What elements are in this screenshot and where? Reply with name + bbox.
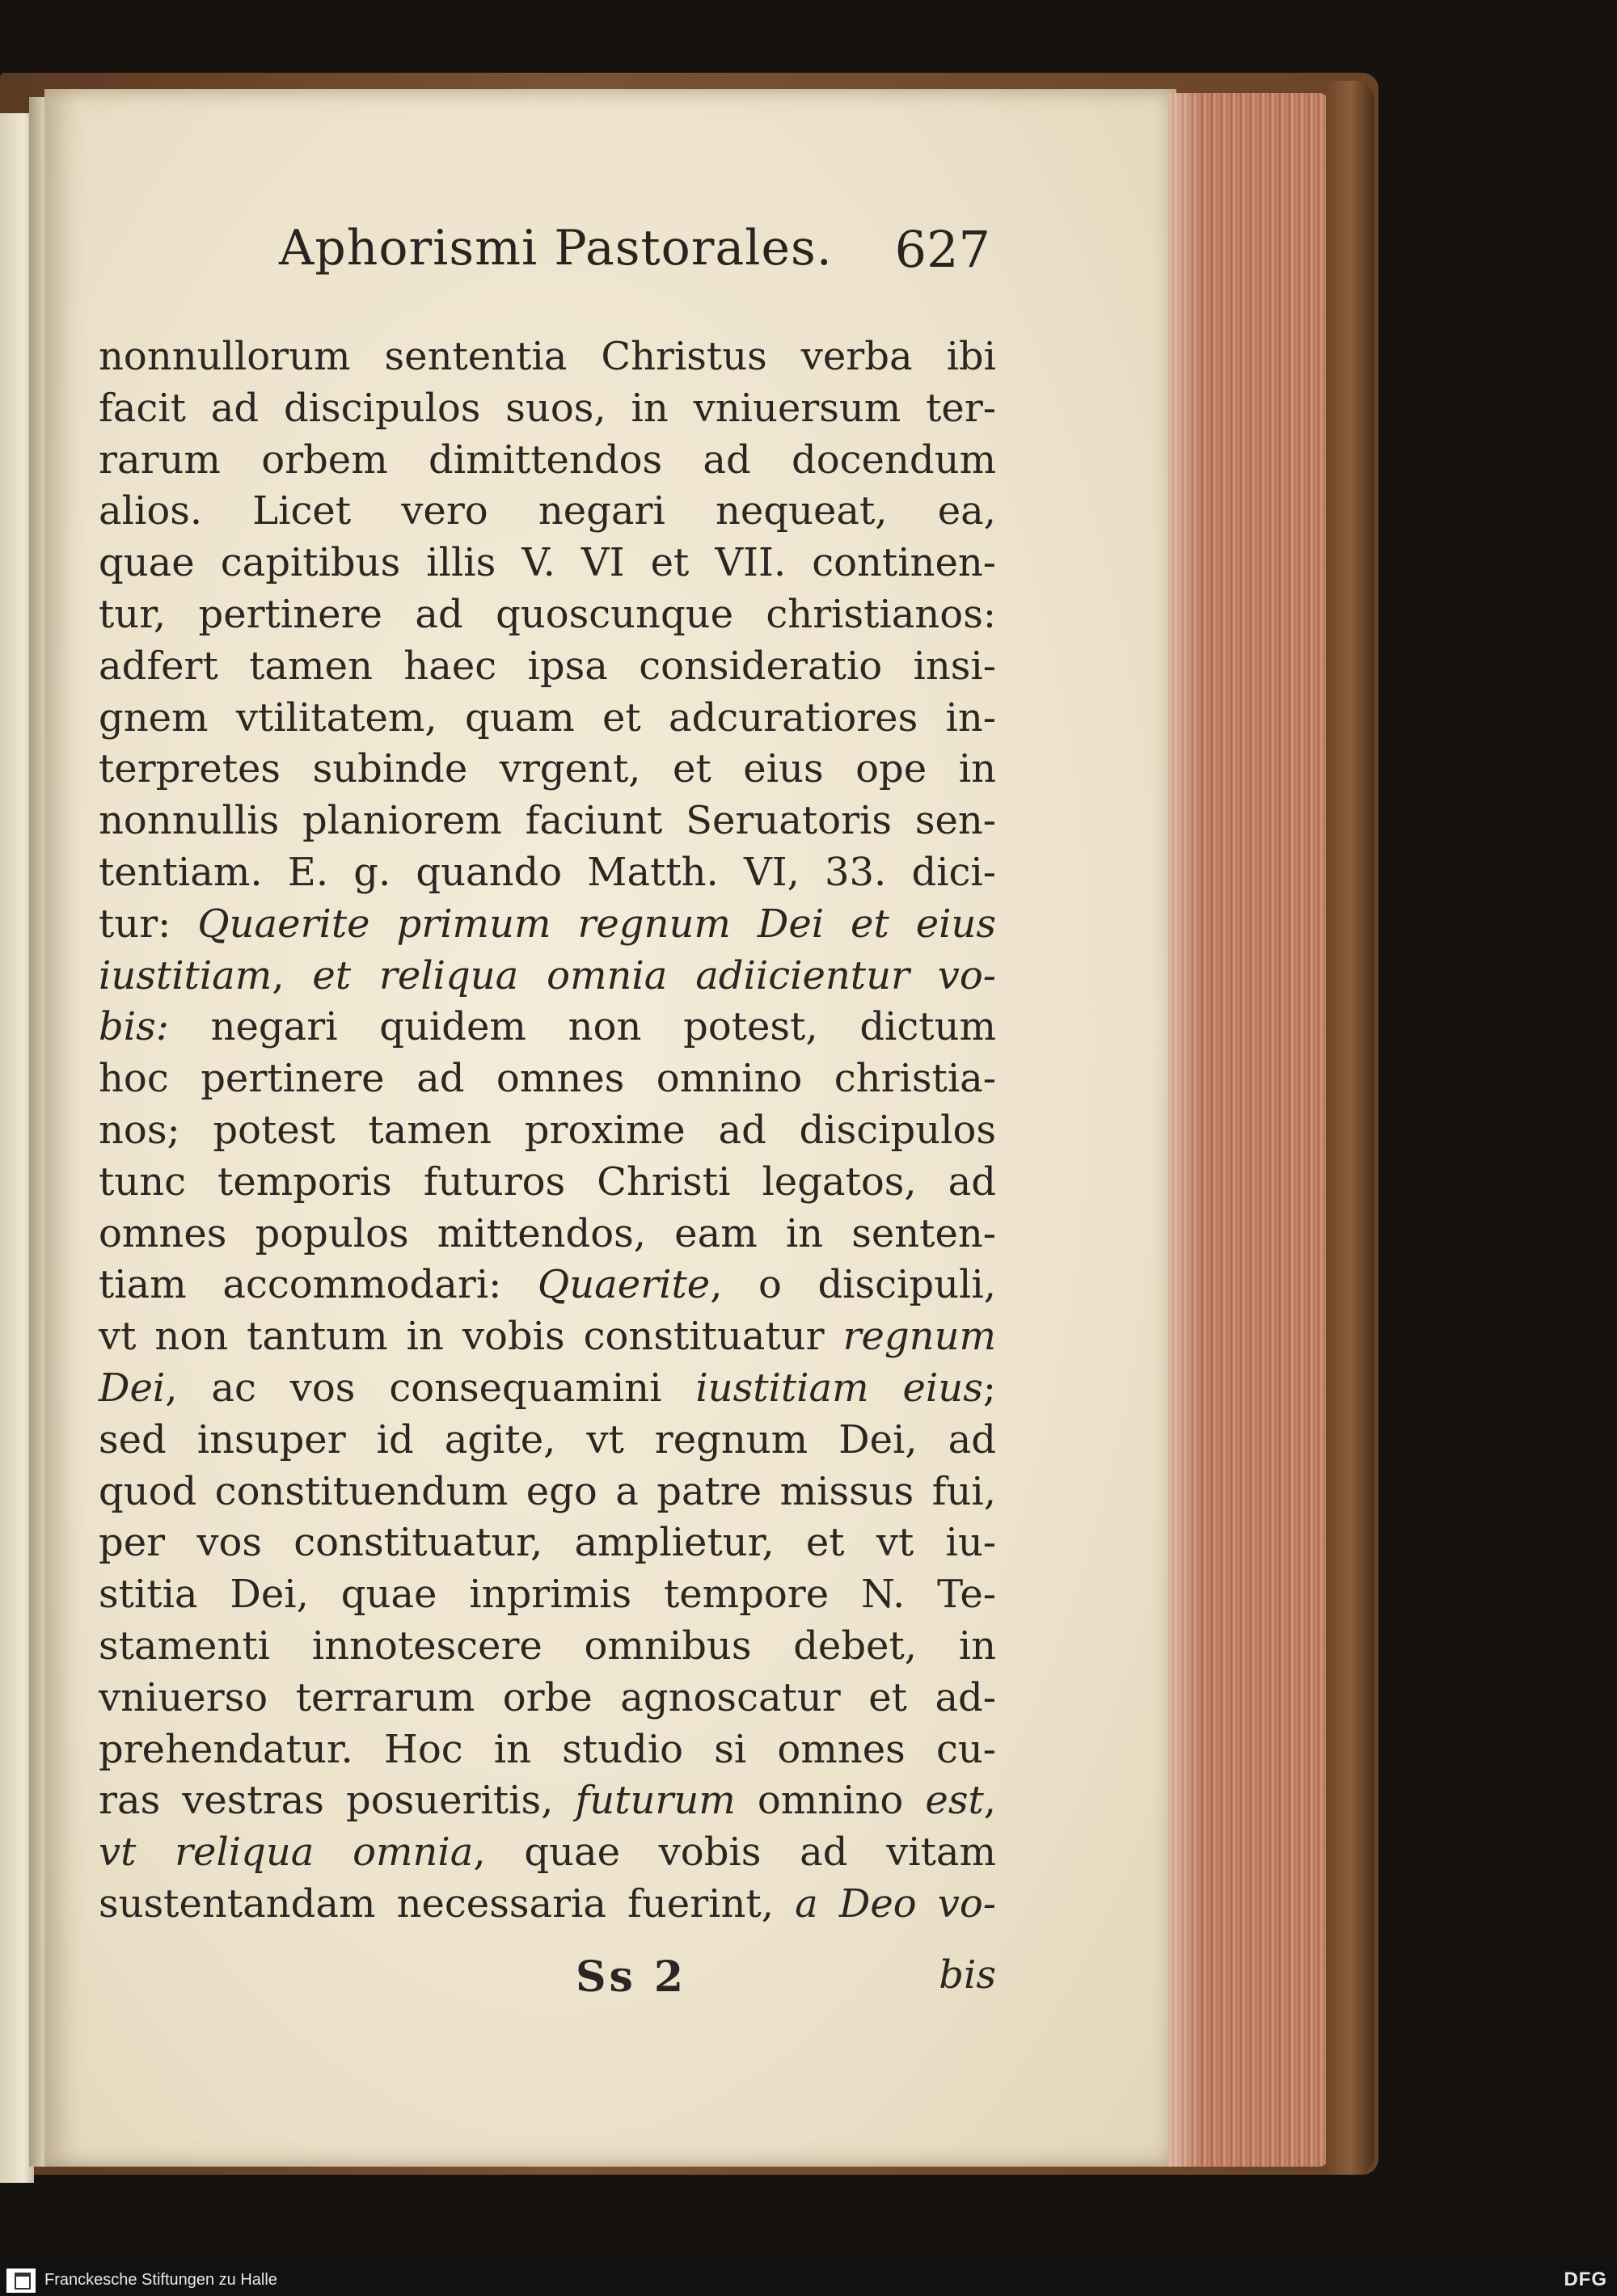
text-line bbox=[99, 589, 996, 641]
roman-text: stamenti innotescere omnibus debet, in bbox=[99, 1623, 996, 1669]
italic-text: et reliqua omnia adiicientur vo- bbox=[312, 952, 997, 998]
roman-text: facit ad discipulos suos, in vniuersum ter- bbox=[99, 385, 996, 431]
italic-text: Quaerite primum regnum Dei et eius bbox=[197, 901, 996, 947]
roman-text: nos; potest tamen proxime ad discipulos bbox=[99, 1107, 996, 1153]
roman-text: , bbox=[983, 1778, 996, 1824]
body-text bbox=[99, 331, 996, 1931]
italic-text: vt reliqua omnia bbox=[99, 1830, 474, 1876]
text-line bbox=[99, 796, 996, 847]
text-line bbox=[99, 1363, 996, 1415]
roman-text: vt non tantum in vobis constituatur bbox=[99, 1314, 843, 1360]
roman-text: , bbox=[272, 952, 313, 998]
text-line bbox=[99, 1673, 996, 1724]
roman-text: terpretes subinde vrgent, et eius ope in bbox=[99, 746, 996, 792]
roman-text: omnes populos mittendos, eam in senten- bbox=[99, 1210, 996, 1256]
roman-text: quod constituendum ego a patre missus fui, bbox=[99, 1468, 996, 1514]
italic-text: bis: bbox=[99, 1004, 169, 1050]
text-line bbox=[99, 1827, 996, 1879]
text-line bbox=[99, 435, 996, 487]
text-line bbox=[99, 486, 996, 538]
signature-mark: Ss 2 bbox=[576, 1952, 687, 2002]
roman-text: , ac vos consequamini bbox=[165, 1365, 696, 1411]
roman-text: adfert tamen haec ipsa consideratio insi- bbox=[99, 643, 996, 689]
running-title: Aphorismi Pastorales. bbox=[279, 220, 833, 276]
text-line bbox=[99, 847, 996, 899]
italic-text: est bbox=[925, 1778, 984, 1824]
roman-text: tunc temporis futuros Christi legatos, ad bbox=[99, 1159, 996, 1205]
page-footer bbox=[99, 1952, 996, 2004]
roman-text: tur, pertinere ad quoscunque christianos: bbox=[99, 591, 996, 637]
italic-text: iustitiam eius bbox=[695, 1365, 983, 1411]
text-line bbox=[99, 1517, 996, 1569]
text-line bbox=[99, 1467, 996, 1518]
text-line bbox=[99, 693, 996, 745]
roman-text: nonnullorum sententia Christus verba ibi bbox=[99, 334, 996, 379]
roman-text: per vos constituatur, amplietur, et vt iu- bbox=[99, 1520, 996, 1566]
text-line bbox=[99, 1775, 996, 1827]
italic-text: Dei bbox=[99, 1365, 166, 1411]
text-line bbox=[99, 331, 996, 383]
text-line bbox=[99, 1724, 996, 1776]
text-line bbox=[99, 1260, 996, 1311]
text-line bbox=[99, 1311, 996, 1363]
italic-text: iustitiam bbox=[99, 952, 272, 998]
text-line bbox=[99, 1157, 996, 1209]
roman-text: tiam accommodari: bbox=[99, 1262, 538, 1308]
roman-text: tur: bbox=[99, 901, 198, 947]
roman-text: negari quidem non potest, dictum bbox=[168, 1004, 996, 1050]
text-line bbox=[99, 744, 996, 796]
roman-text: alios. Licet vero negari nequeat, ea, bbox=[99, 488, 996, 534]
italic-text: futurum bbox=[575, 1778, 736, 1824]
roman-text: quae capitibus illis V. VI et VII. continen- bbox=[99, 540, 996, 586]
text-line bbox=[99, 899, 996, 951]
text-line bbox=[99, 1209, 996, 1260]
text-line bbox=[99, 383, 996, 435]
text-line bbox=[99, 1621, 996, 1673]
roman-text: ; bbox=[982, 1365, 997, 1411]
viewer-bottom-bar bbox=[0, 2265, 1617, 2296]
roman-text: , o discipuli, bbox=[710, 1262, 996, 1308]
cover-edge bbox=[1326, 81, 1374, 2175]
text-line bbox=[99, 641, 996, 693]
text-line bbox=[99, 1105, 996, 1157]
fore-edge-highlight bbox=[1168, 93, 1201, 2167]
roman-text: sed insuper id agite, vt regnum Dei, ad bbox=[99, 1416, 996, 1462]
institution-logo-icon bbox=[6, 2269, 36, 2293]
text-line bbox=[99, 538, 996, 589]
roman-text: hoc pertinere ad omnes omnino christia- bbox=[99, 1056, 996, 1102]
roman-text: tentiam. E. g. quando Matth. VI, 33. dici- bbox=[99, 849, 996, 895]
text-line bbox=[99, 1053, 996, 1105]
institution-name: Franckesche Stiftungen zu Halle bbox=[44, 2271, 277, 2289]
text-line bbox=[99, 951, 996, 1002]
roman-text: ras vestras posueritis, bbox=[99, 1778, 576, 1824]
dfg-logo: DFG bbox=[1564, 2269, 1607, 2290]
italic-text: a Deo vo- bbox=[795, 1880, 997, 1927]
roman-text: nonnullis planiorem faciunt Seruatoris sen- bbox=[99, 798, 996, 844]
text-line bbox=[99, 1569, 996, 1621]
italic-text: Quaerite bbox=[537, 1262, 711, 1308]
roman-text: , quae vobis ad vitam bbox=[473, 1830, 997, 1876]
roman-text: sustentandam necessaria fuerint, bbox=[99, 1880, 796, 1927]
catchword: bis bbox=[939, 1952, 996, 1998]
running-head bbox=[279, 220, 990, 301]
text-line bbox=[99, 1002, 996, 1053]
page-number: 627 bbox=[894, 220, 990, 279]
roman-text: vniuerso terrarum orbe agnoscatur et ad- bbox=[99, 1674, 996, 1720]
roman-text: rarum orbem dimittendos ad docendum bbox=[99, 437, 996, 483]
roman-text: prehendatur. Hoc in studio si omnes cu- bbox=[99, 1726, 996, 1772]
roman-text: omnino bbox=[735, 1778, 926, 1824]
text-line bbox=[99, 1415, 996, 1467]
text-line bbox=[99, 1879, 996, 1931]
roman-text: gnem vtilitatem, quam et adcuratiores in- bbox=[99, 694, 996, 741]
italic-text: regnum bbox=[842, 1314, 996, 1360]
roman-text: stitia Dei, quae inprimis tempore N. Te- bbox=[99, 1572, 996, 1618]
